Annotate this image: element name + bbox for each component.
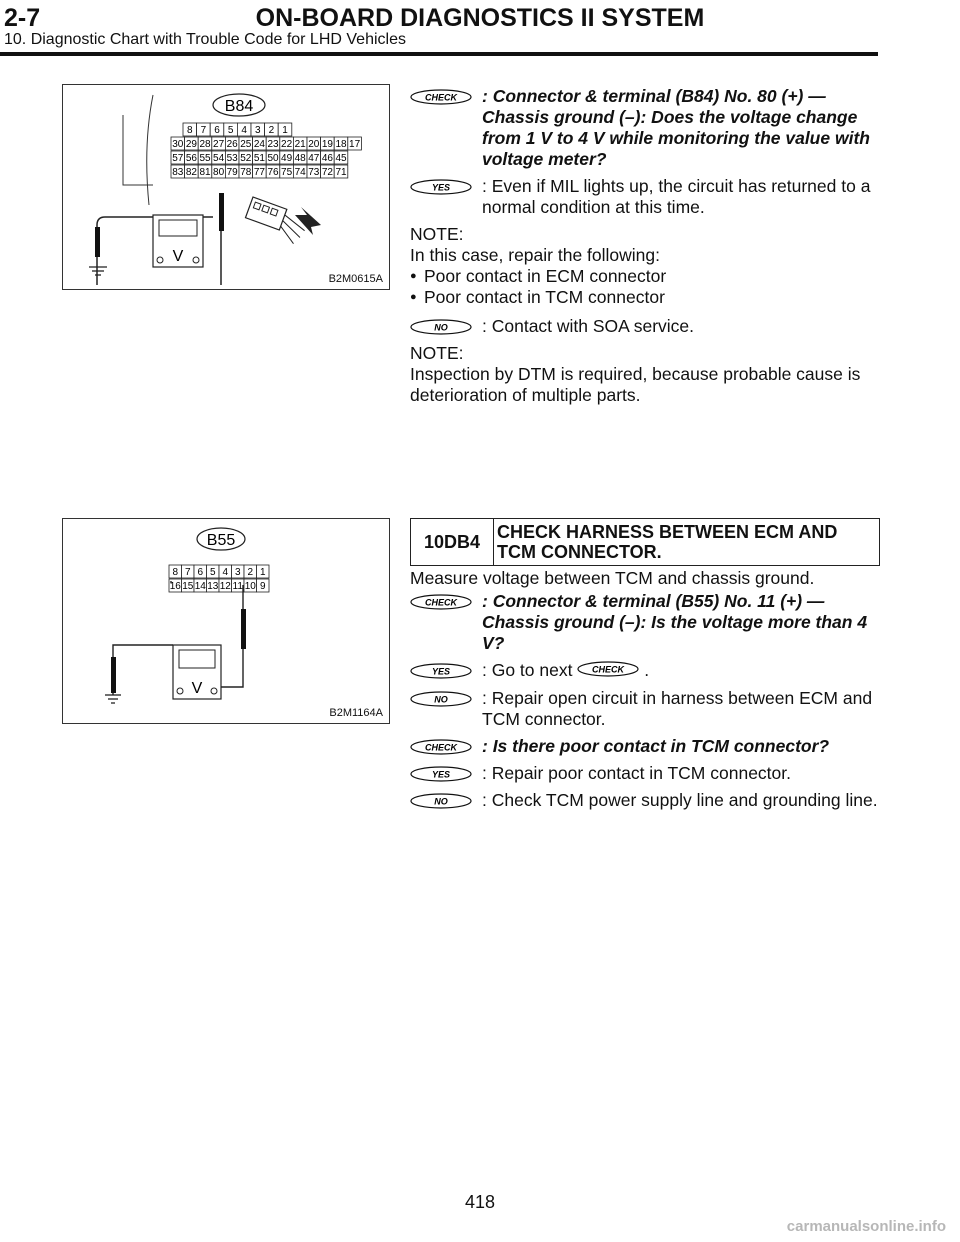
pin-number: 28: [199, 139, 211, 150]
b84-wiring-svg: [63, 85, 389, 289]
note-item: ● Poor contact in ECM connector: [410, 266, 880, 287]
svg-text:CHECK: CHECK: [424, 92, 458, 103]
pin-number: 47: [308, 153, 320, 164]
pin-number: 76: [267, 167, 279, 178]
yes-row: YES : Go to next CHECK .: [410, 660, 880, 682]
pin-number: 5: [209, 567, 216, 578]
pin-number: 15: [182, 581, 194, 592]
no-row: NO : Contact with SOA service.: [410, 316, 880, 337]
pin-number: 56: [185, 153, 197, 164]
pin-number: 54: [213, 153, 225, 164]
pin-number: 30: [172, 139, 184, 150]
step-number: 10DB4: [411, 519, 494, 565]
page-number: 418: [464, 1192, 496, 1212]
pin-number: 80: [213, 167, 225, 178]
pin-number: 10: [244, 581, 256, 592]
svg-text:V: V: [172, 248, 184, 265]
pin-number: 3: [255, 125, 261, 136]
figure-code: B2M0615A: [328, 273, 383, 285]
pin-number: 50: [267, 153, 279, 164]
pin-number: 71: [335, 167, 347, 178]
note-item: ● Poor contact in TCM connector: [410, 287, 880, 308]
pin-number: 75: [281, 167, 293, 178]
pin-number: 72: [321, 167, 333, 178]
pin-number: 13: [207, 581, 219, 592]
no-icon: [410, 319, 472, 340]
no-row: NO : Repair open circuit in harness between ECM and TCM connector.: [410, 688, 880, 730]
pin-number: 29: [185, 139, 197, 150]
pin-number: 81: [199, 167, 211, 178]
b84-pin-grid: [171, 123, 361, 178]
check-icon: [410, 594, 472, 615]
pin-number: 83: [172, 167, 184, 178]
watermark: carmanualsonline.info: [786, 1218, 946, 1235]
note-label: NOTE:: [410, 224, 464, 244]
svg-text:YES: YES: [431, 769, 451, 780]
pin-number: 79: [226, 167, 238, 178]
yes-icon: [410, 663, 472, 684]
pin-number: 6: [214, 125, 220, 136]
pin-number: 73: [308, 167, 320, 178]
pin-number: 24: [253, 139, 265, 150]
pin-number: 6: [197, 567, 204, 578]
pin-number: 8: [187, 125, 193, 136]
pin-number: 14: [194, 581, 206, 592]
pin-number: 57: [172, 153, 184, 164]
note-text: Inspection by DTM is required, because probable cause is deterioration of multiple parts.: [410, 364, 861, 405]
step-title: CHECK HARNESS BETWEEN ECM AND TCM CONNECTOR.: [497, 522, 838, 562]
note-label: NOTE:: [410, 343, 464, 363]
svg-text:CHECK: CHECK: [424, 597, 458, 608]
section-number: 2-7: [4, 4, 41, 32]
pin-number: 48: [294, 153, 306, 164]
pin-number: 52: [240, 153, 252, 164]
pin-number: 53: [226, 153, 238, 164]
pin-number: 51: [253, 153, 265, 164]
svg-text:V: V: [191, 680, 203, 697]
pin-number: 21: [294, 139, 306, 150]
pin-number: 23: [267, 139, 279, 150]
pin-number: 7: [184, 567, 191, 578]
pin-number: 22: [281, 139, 293, 150]
pin-number: 9: [259, 581, 266, 592]
pin-number: 2: [247, 567, 254, 578]
header-rule: [0, 52, 878, 56]
check-icon: [410, 89, 472, 110]
pin-number: 74: [294, 167, 306, 178]
check-icon: [410, 739, 472, 760]
pin-number: 46: [321, 153, 333, 164]
b55-pin-grid: [169, 565, 269, 592]
no-icon: [410, 793, 472, 814]
pin-number: 17: [349, 139, 361, 150]
pin-number: 7: [200, 125, 207, 136]
svg-text:CHECK: CHECK: [592, 664, 625, 675]
check-row: CHECK : Is there poor contact in TCM connector?: [410, 736, 880, 757]
svg-text:NO: NO: [434, 796, 448, 807]
pin-number: 45: [335, 153, 347, 164]
pin-number: 26: [226, 139, 238, 150]
page-title: ON-BOARD DIAGNOSTICS II SYSTEM: [255, 4, 705, 32]
pin-number: 1: [282, 125, 288, 136]
pin-number: 12: [219, 581, 231, 592]
pin-number: 11: [232, 581, 243, 592]
no-row: NO : Check TCM power supply line and grounding line.: [410, 790, 880, 811]
yes-row: YES : Repair poor contact in TCM connector.: [410, 763, 880, 784]
figure-code: B2M1164A: [329, 707, 383, 719]
svg-text:NO: NO: [434, 694, 448, 705]
pin-number: 25: [240, 139, 252, 150]
connector-label-b84: B84: [224, 98, 254, 115]
yes-icon: [410, 766, 472, 787]
step-instruction: Measure voltage between TCM and chassis ground.: [410, 568, 815, 588]
b55-wiring-svg: [63, 519, 389, 723]
connector-label-b55: B55: [206, 532, 236, 549]
pin-number: 78: [240, 167, 252, 178]
pin-number: 4: [241, 125, 247, 136]
check-row: CHECK : Connector & terminal (B55) No. 11 (+) — Chassis ground (–): Is the voltage more than 4 V?: [410, 591, 880, 654]
pin-number: 2: [268, 125, 275, 136]
pin-number: 27: [213, 139, 225, 150]
pin-number: 3: [234, 567, 241, 578]
page-subtitle: 10. Diagnostic Chart with Trouble Code for LHD Vehicles: [4, 31, 406, 48]
pin-number: 5: [227, 125, 234, 136]
yes-row: YES : Even if MIL lights up, the circuit has returned to a normal condition at this time.: [410, 176, 880, 218]
pin-number: 82: [185, 167, 197, 178]
check-row: CHECK : Connector & terminal (B84) No. 80 (+) — Chassis ground (–): Does the voltage change from 1 V to 4 V while monitoring the value with voltage meter?: [410, 86, 880, 170]
no-icon: [410, 691, 472, 712]
check-icon: [577, 661, 639, 682]
pin-number: 55: [199, 153, 211, 164]
svg-text:CHECK: CHECK: [424, 742, 458, 753]
note-intro: In this case, repair the following:: [410, 245, 660, 265]
svg-text:YES: YES: [431, 666, 451, 677]
block2-text: [410, 568, 880, 817]
yes-icon: [410, 179, 472, 200]
pin-number: 8: [172, 567, 179, 578]
pin-number: 19: [321, 139, 333, 150]
figure-b84-diagram: [62, 84, 390, 290]
pin-number: 1: [259, 567, 266, 578]
step-header-box: [410, 518, 880, 566]
block1-text: [410, 84, 880, 406]
pin-number: 77: [253, 167, 265, 178]
svg-text:YES: YES: [431, 182, 451, 193]
pin-number: 20: [308, 139, 320, 150]
figure-b55-diagram: [62, 518, 390, 724]
pin-number: 18: [335, 139, 347, 150]
svg-text:NO: NO: [434, 322, 448, 333]
pin-number: 49: [281, 153, 293, 164]
pin-number: 16: [169, 581, 181, 592]
pin-number: 4: [222, 567, 229, 578]
